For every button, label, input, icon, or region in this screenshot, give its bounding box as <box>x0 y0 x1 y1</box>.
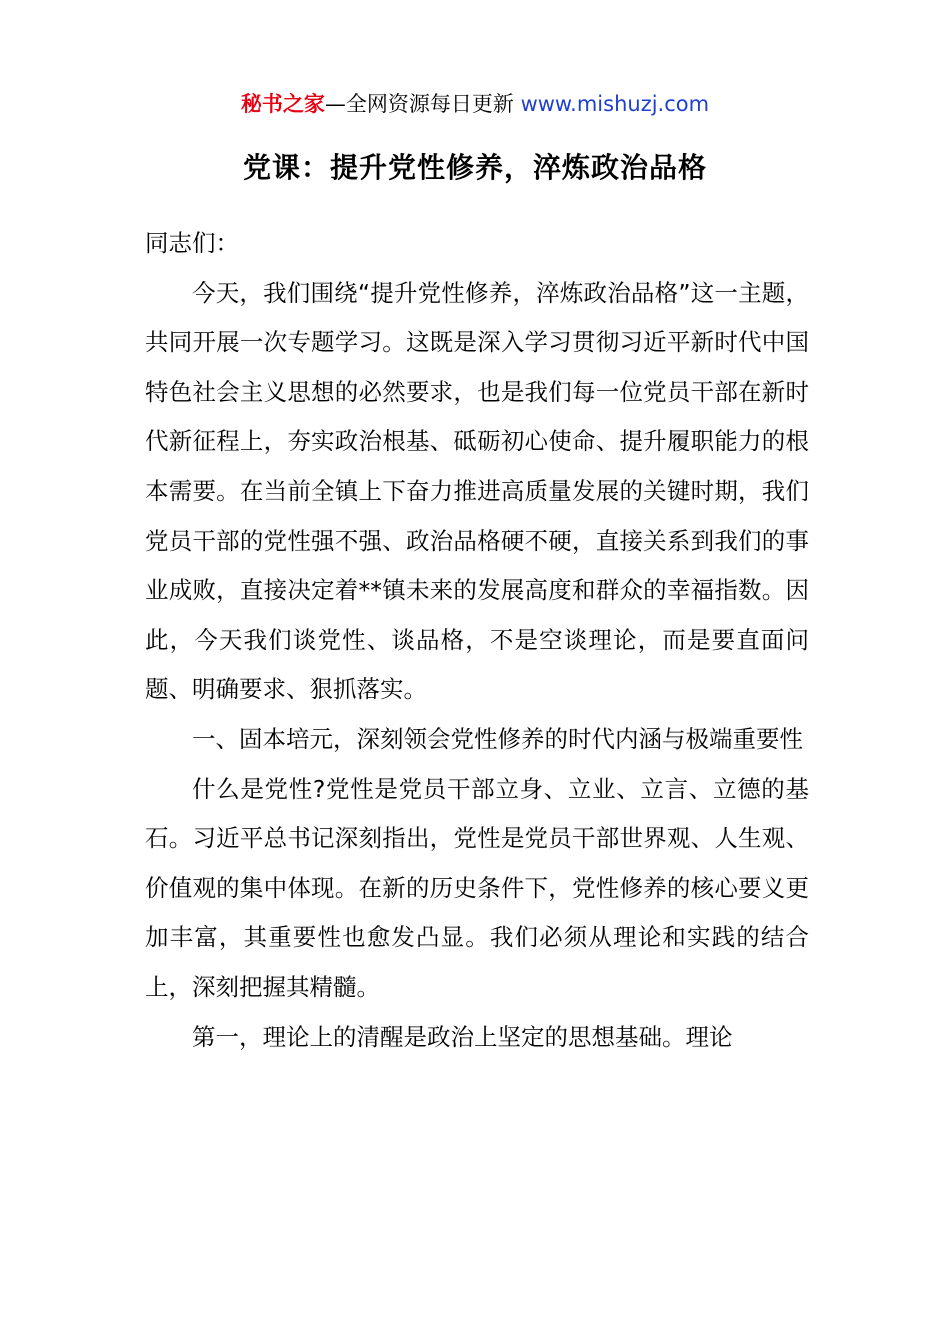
body-paragraph-party-spirit: 什么是党性?党性是党员干部立身、立业、立言、立德的基石。习近平总书记深刻指出，党性是党员干部世界观、人生观、价值观的集中体现。在新的历史条件下，党性修养的核心要义更加丰富，其重要性也愈发凸显。我们必须从理论和实践的结合上，深刻把握其精髓。 <box>145 774 809 1001</box>
site-header <box>0 88 950 120</box>
site-url-link[interactable]: www.mishuzj.com <box>520 92 710 116</box>
document-title: 党课：提升党性修养，淬炼政治品格 <box>242 151 707 184</box>
brand-name: 秘书之家 <box>240 92 325 116</box>
body-paragraph-intro: 今天，我们围绕“提升党性修养，淬炼政治品格”这一主题，共同开展一次专题学习。这既是深入学习贯彻习近平新时代中国特色社会主义思想的必然要求，也是我们每一位党员干部在新时代新征程上，夯实政治根基、砥砺初心使命、提升履职能力的根本需要。在当前全镇上下奋力推进高质量发展的关键时期，我们党员干部的党性强不强、政治品格硬不硬，直接关系到我们的事业成败，直接决定着**镇未来的发展高度和群众的幸福指数。因此，今天我们谈党性、谈品格，不是空谈理论，而是要直面问题、明确要求、狠抓落实。 <box>145 278 809 704</box>
header-tagline: —全网资源每日更新 <box>324 92 521 116</box>
document-body <box>145 219 809 1062</box>
section-heading-1: 一、固本培元，深刻领会党性修养的时代内涵与极端重要性 <box>192 724 803 753</box>
salutation: 同志们： <box>145 229 239 257</box>
body-paragraph-first-point: 第一，理论上的清醒是政治上坚定的思想基础。理论 <box>192 1022 733 1051</box>
